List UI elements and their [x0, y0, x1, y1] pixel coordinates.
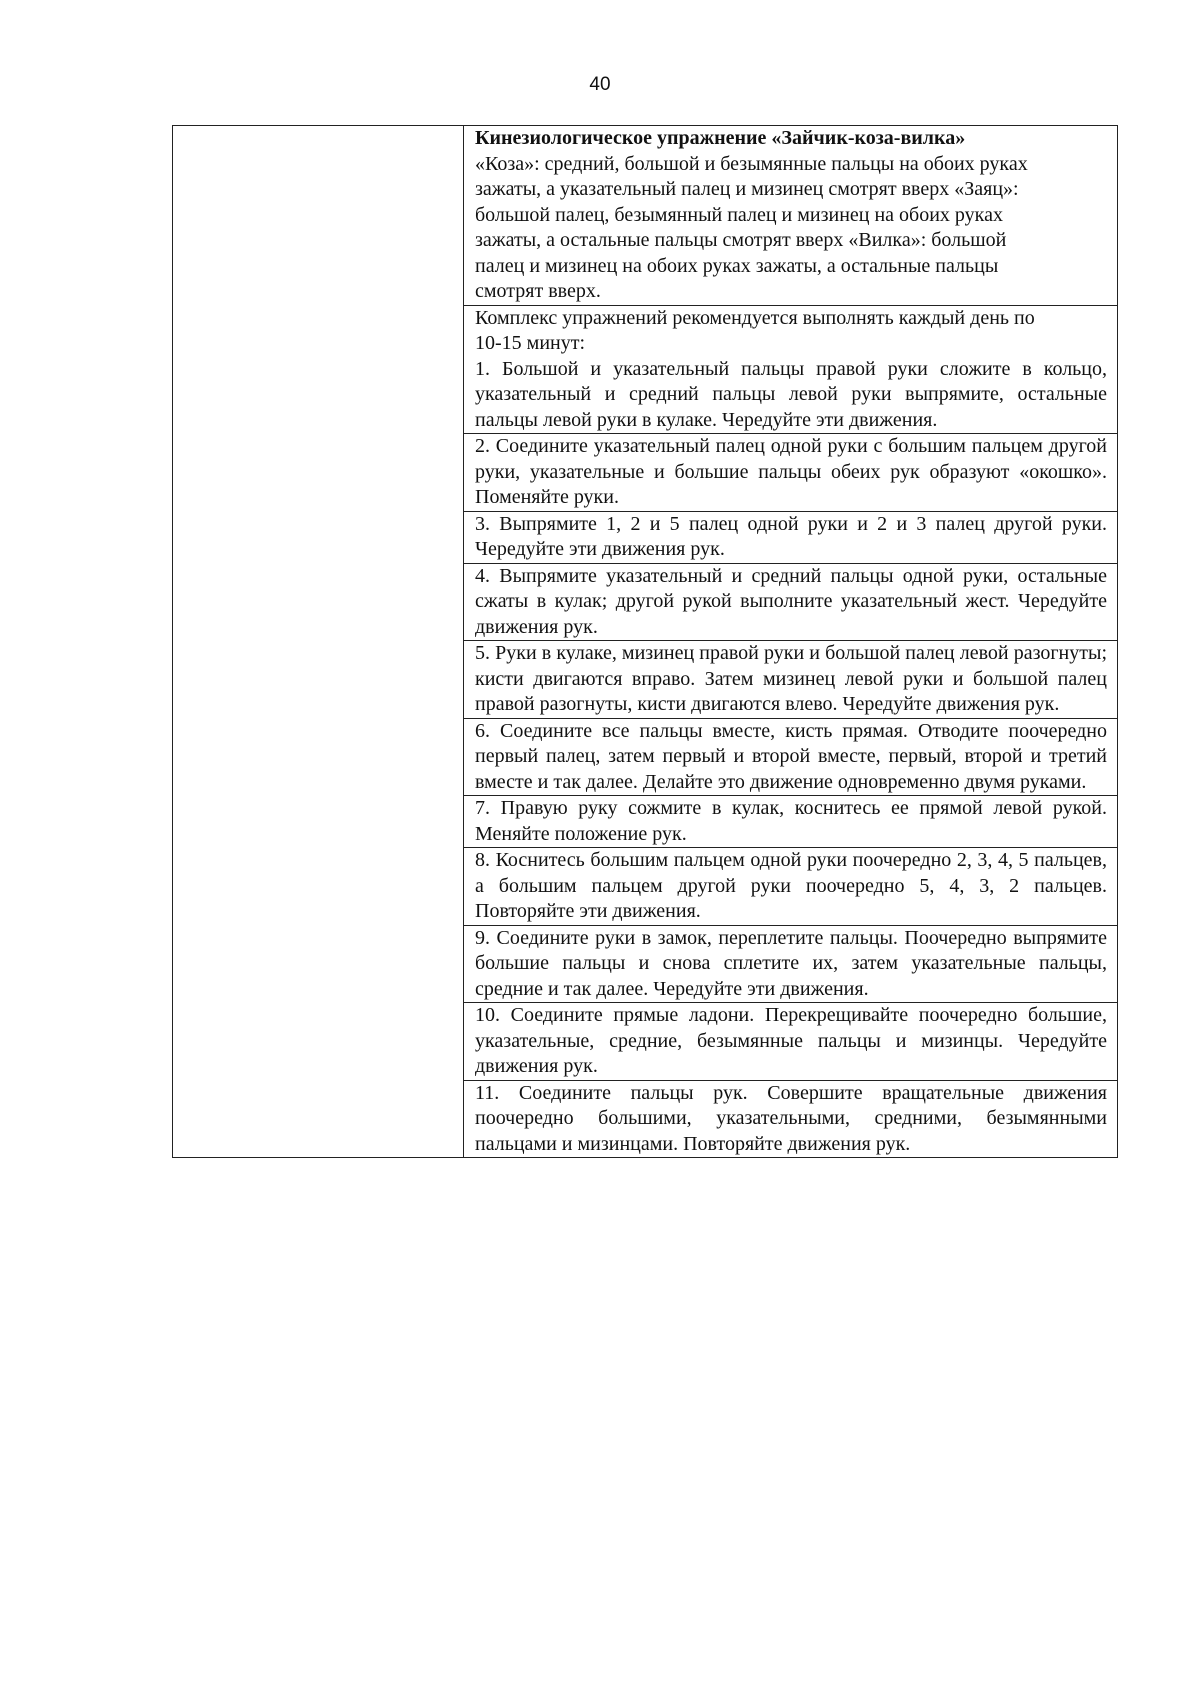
text-line: «Коза»: средний, большой и безымянные пальцы на обоих руках [475, 152, 1028, 175]
exercise-step: 11. Соедините пальцы рук. Совершите вращательные движения поочередно большими, указательными, средними, безымянными пальцами и мизинцами. Повторяйте движения рук. [464, 1080, 1118, 1158]
text-line: Комплекс упражнений рекомендуется выполнять каждый день по [475, 306, 1035, 329]
exercise-table [172, 125, 1118, 1158]
exercise-complex-cell [464, 305, 1118, 434]
text-line: большой палец, безымянный палец и мизинец на обоих руках [475, 203, 1003, 226]
text-line: зажаты, а указательный палец и мизинец смотрят вверх «Заяц»: [475, 178, 1019, 200]
exercise-step: 9. Соедините руки в замок, переплетите пальцы. Поочередно выпрямите большие пальцы и снова сплетите их, затем указательные пальцы, средние и так далее. Чередуйте эти движения. [464, 925, 1118, 1003]
exercise-step: 8. Коснитесь большим пальцем одной руки поочередно 2, 3, 4, 5 пальцев, а большим пальцем другой руки поочередно 5, 4, 3, 2 пальцев. Повторяйте эти движения. [464, 848, 1118, 926]
exercise-step: 10. Соедините прямые ладони. Перекрещивайте поочередно большие, указательные, средние, безымянные пальцы и мизинцы. Чередуйте движения рук. [464, 1003, 1118, 1081]
exercise-step: 1. Большой и указательный пальцы правой руки сложите в кольцо, указательный и средний пальцы левой руки выпрямите, остальные пальцы левой руки в кулаке. Чередуйте эти движения. [475, 357, 1107, 431]
exercise-step: 5. Руки в кулаке, мизинец правой руки и большой палец левой разогнуты; кисти двигаются вправо. Затем мизинец левой руки и большой палец правой разогнуты, кисти двигаются влево. Чередуйте движения рук. [464, 641, 1118, 719]
exercise-title: Кинезиологическое упражнение «Зайчик-коза-вилка» [475, 127, 966, 149]
exercise-step: 6. Соедините все пальцы вместе, кисть прямая. Отводите поочередно первый палец, затем первый и второй вместе, первый, второй и третий вместе и так далее. Делайте это движение одновременно двумя руками. [464, 718, 1118, 796]
exercise-step: 7. Правую руку сожмите в кулак, коснитесь ее прямой левой рукой. Меняйте положение рук. [464, 796, 1118, 848]
page-number: 40 [589, 74, 611, 95]
exercise-intro-cell [464, 126, 1118, 306]
text-line: смотрят вверх. [475, 280, 601, 302]
text-line: палец и мизинец на обоих руках зажаты, а остальные пальцы [475, 254, 999, 277]
exercise-step: 4. Выпрямите указательный и средний пальцы одной руки, остальные сжаты в кулак; другой рукой выполните указательный жест. Чередуйте движения рук. [464, 563, 1118, 641]
table-row [173, 126, 1118, 306]
text-line: зажаты, а остальные пальцы смотрят вверх «Вилка»: большой [475, 229, 1007, 251]
table-left-column [173, 126, 464, 1158]
text-line: 10-15 минут: [475, 332, 586, 354]
exercise-step: 3. Выпрямите 1, 2 и 5 палец одной руки и 2 и 3 палец другой руки. Чередуйте эти движения рук. [464, 511, 1118, 563]
exercise-step: 2. Соедините указательный палец одной руки с большим пальцем другой руки, указательные и большие пальцы обеих рук образуют «окошко». Поменяйте руки. [464, 434, 1118, 512]
